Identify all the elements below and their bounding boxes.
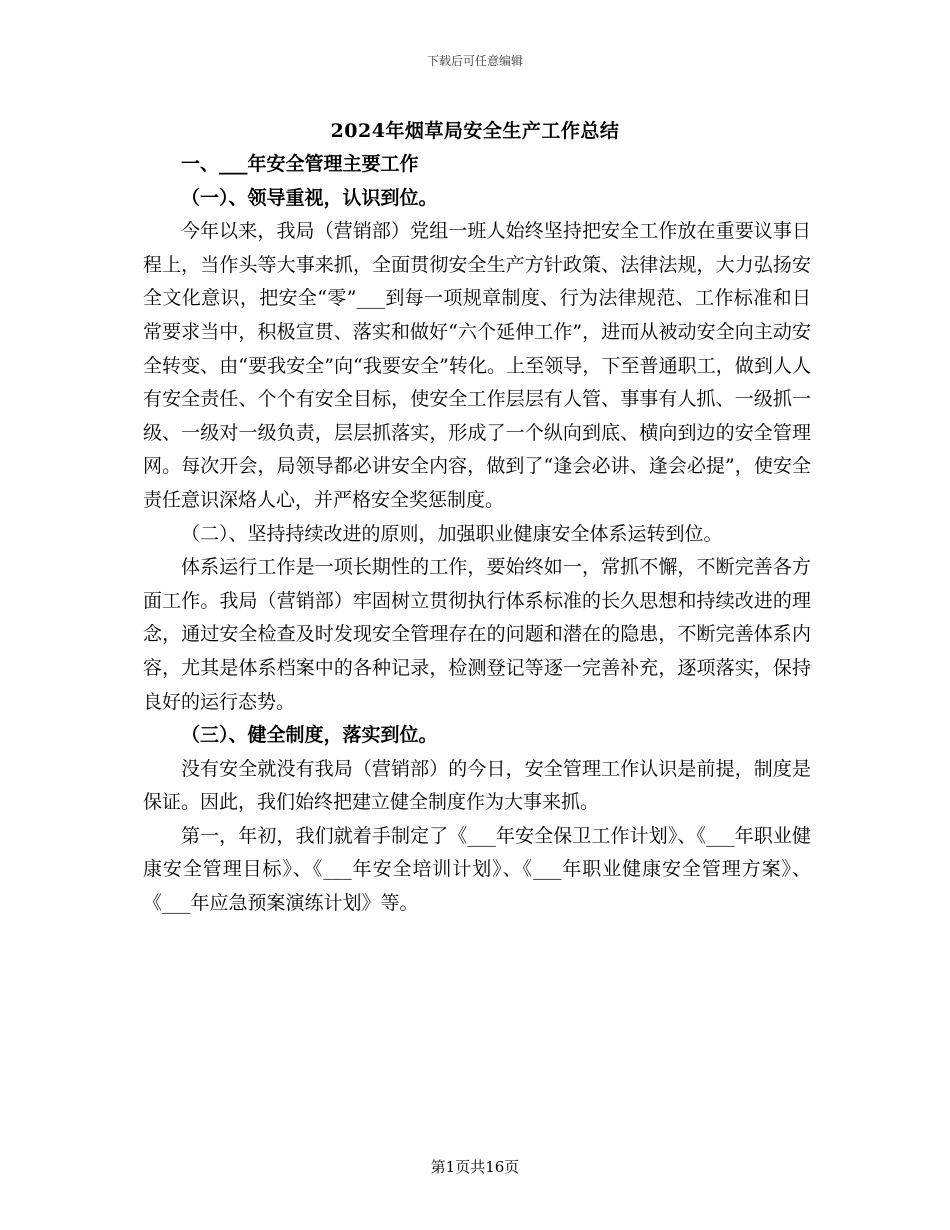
page-number: 第1页共16页 [430, 1158, 520, 1176]
document-body [143, 148, 811, 921]
section-heading: 一、___年安全管理主要工作 [181, 153, 419, 175]
header-note: 下载后可任意编辑 [426, 54, 523, 68]
paragraph-4: 第一，年初，我们就着手制定了《___年安全保卫工作计划》、《___年职业健康安全管理目标》、《___年安全培训计划》、《___年职业健康安全管理方案》、《___年应急预案演练计划》等。 [143, 824, 811, 915]
paragraph-2: 体系运行工作是一项长期性的工作，要始终如一，常抓不懈，不断完善各方面工作。我局（营销部）牢固树立贯彻执行体系标准的长久思想和持续改进的理念，通过安全检查及时发现安全管理存在的问题和潜在的隐患，不断完善体系内容，尤其是体系档案中的各种记录，检测登记等逐一完善补充，逐项落实，保持良好的运行态势。 [143, 556, 811, 713]
document-title: 2024年烟草局安全生产工作总结 [330, 120, 620, 142]
subsection-heading-3: （三）、健全制度，落实到位。 [181, 724, 438, 747]
paragraph-1: 今年以来，我局（营销部）党组一班人始终坚持把安全工作放在重要议事日程上，当作头等大事来抓，全面贯彻安全生产方针政策、法律法规，大力弘扬安全文化意识，把安全“零”___到每一项规章制度、行为法律规范、工作标准和日常要求当中，积极宣贯、落实和做好“六个延伸工作”，进而从被动安全向主动安全转变、由“要我安全”向“我要安全”转化。上至领导，下至普通职工，做到人人有安全责任、个个有安全目标，使安全工作层层有人管、事事有人抓、一级抓一级、一级对一级负责，层层抓落实，形成了一个纵向到底、横向到边的安全管理网。每次开会，局领导都必讲安全内容，做到了“逢会必讲、逢会必提”，使安全责任意识深烙人心，并严格安全奖惩制度。 [143, 220, 811, 511]
paragraph-3: 没有安全就没有我局（营销部）的今日，安全管理工作认识是前提，制度是保证。因此，我们始终把建立健全制度作为大事来抓。 [143, 757, 811, 814]
subsection-heading-1: （一）、领导重视，认识到位。 [181, 186, 438, 209]
subsection-heading-2: （二）、坚持持续改进的原则，加强职业健康安全体系运转到位。 [181, 522, 723, 545]
